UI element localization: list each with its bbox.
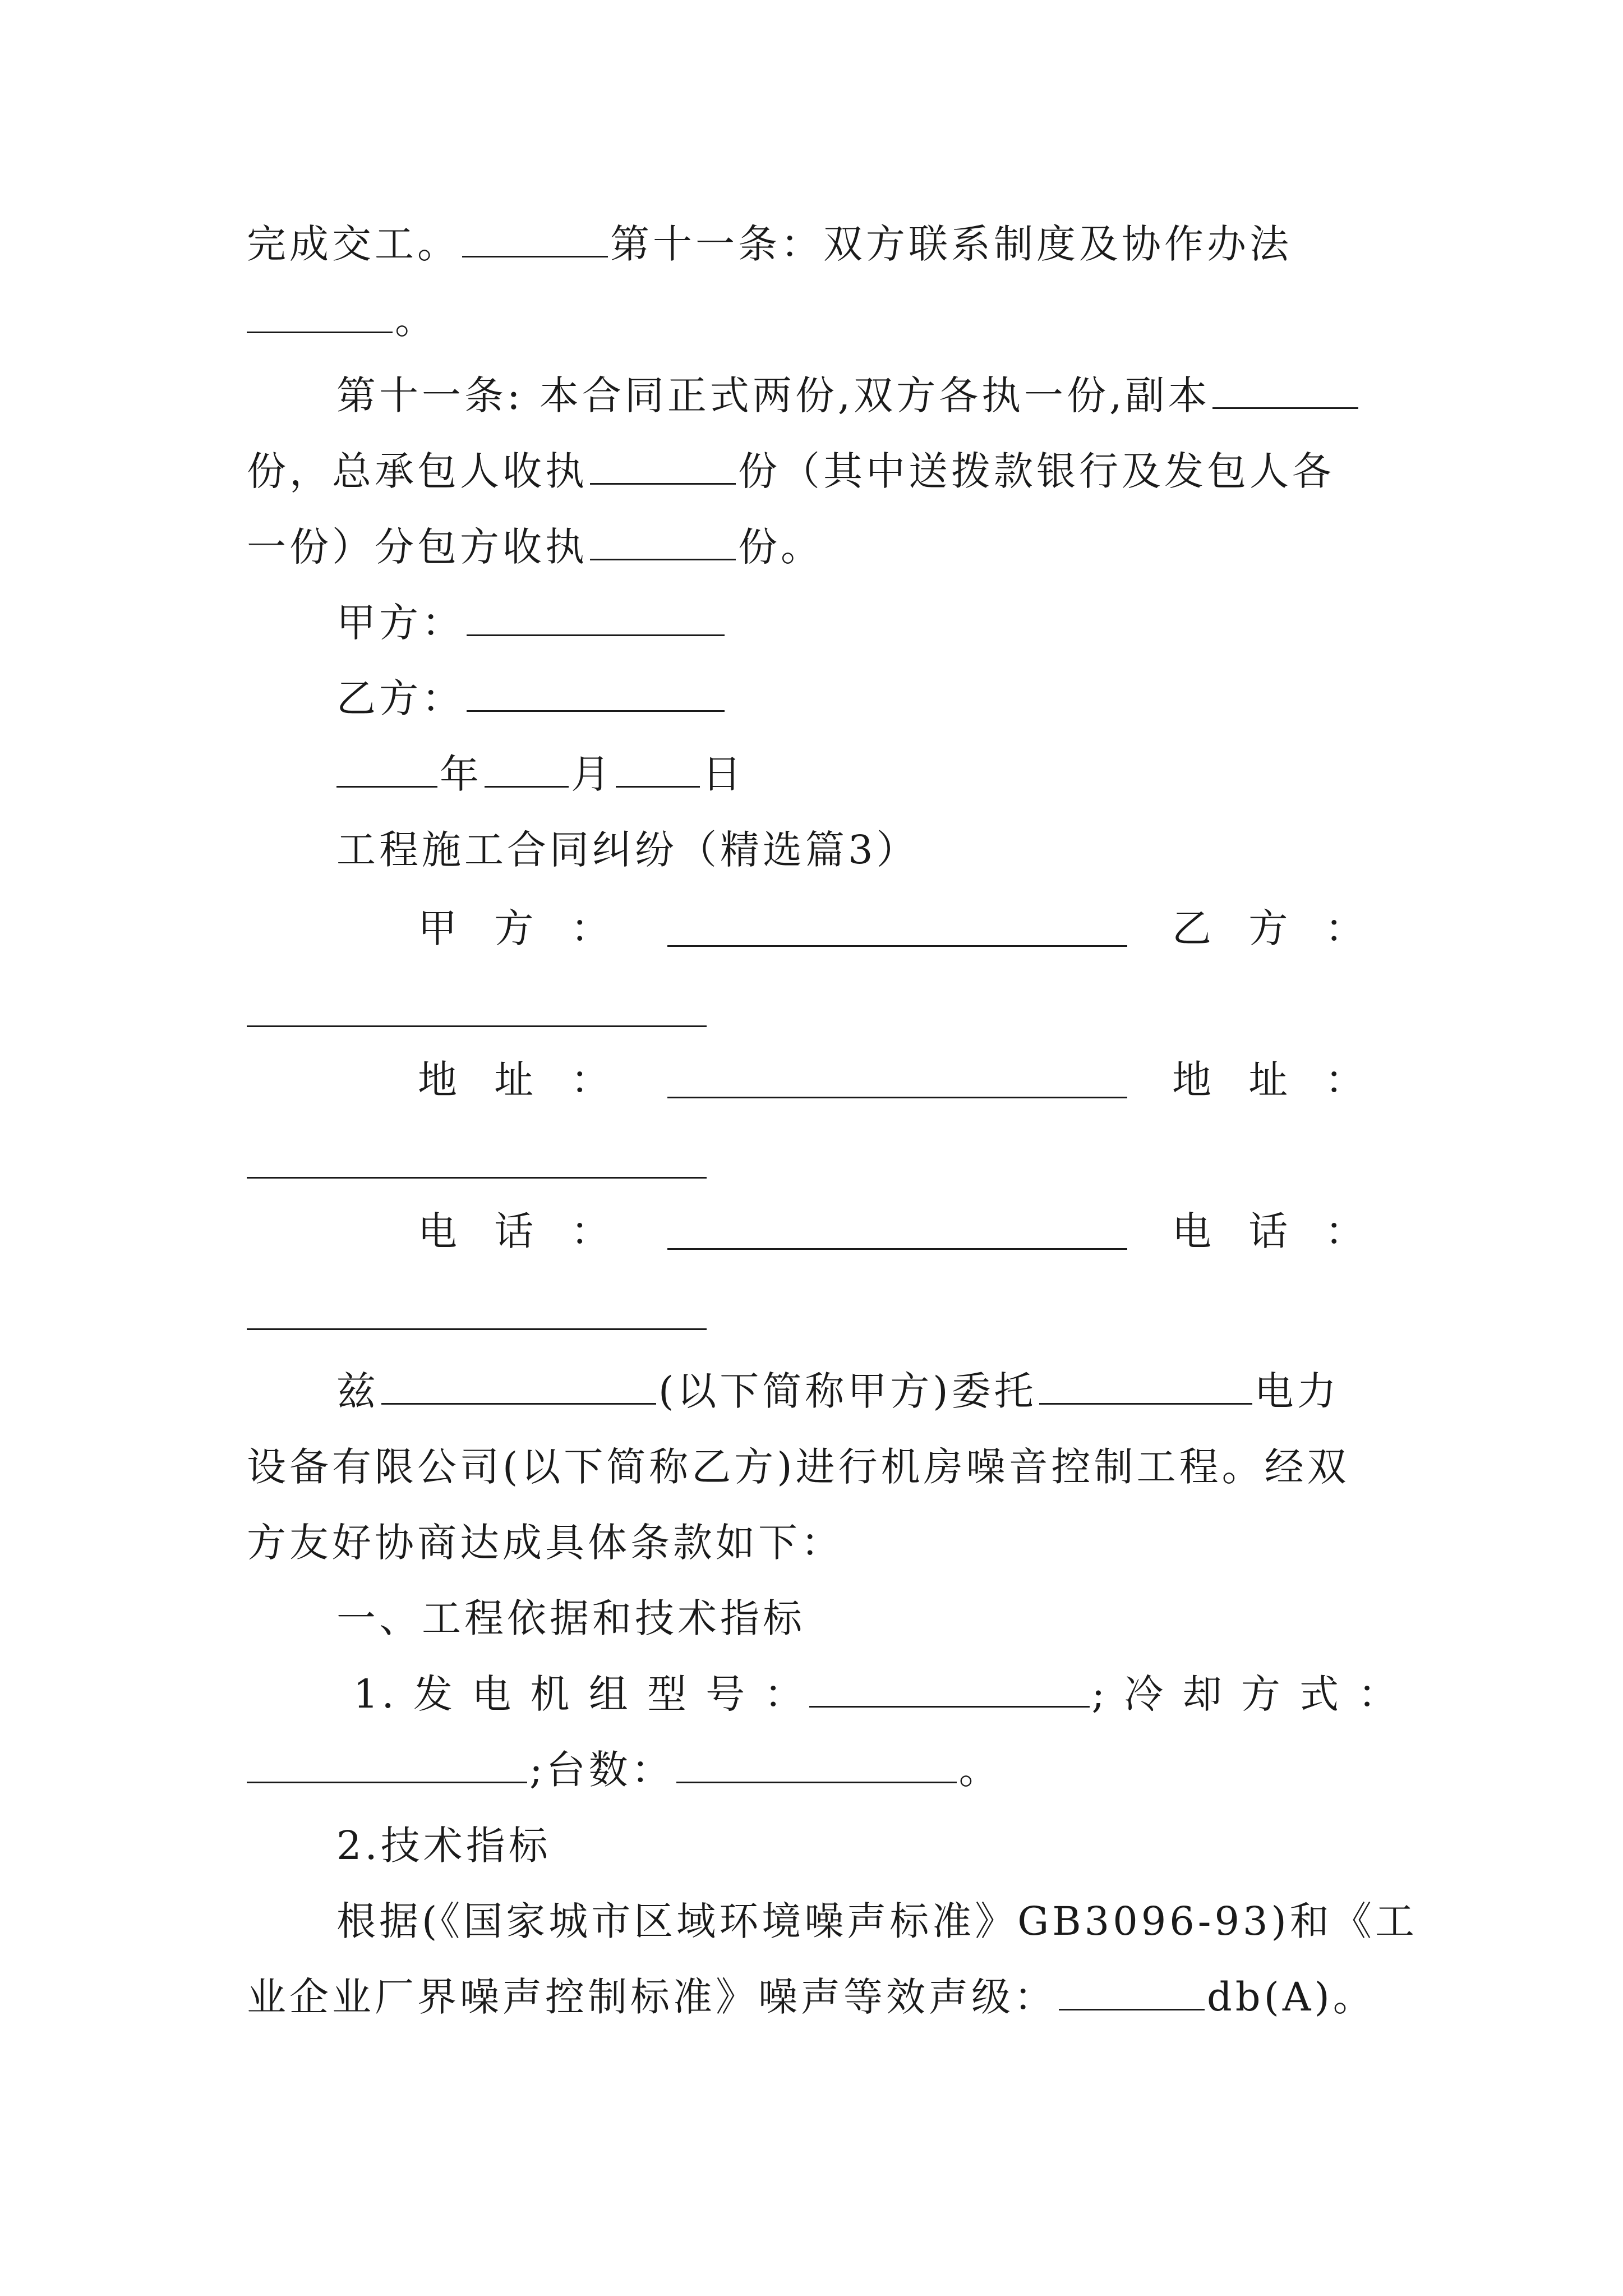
- label-right: 电 话 ：: [1172, 1208, 1377, 1254]
- text-line-15: [247, 1515, 843, 1571]
- blank-field: [590, 524, 736, 560]
- text-line-14: [247, 1439, 1350, 1495]
- blank-field: [467, 675, 725, 712]
- text: 第十一条: [336, 372, 507, 418]
- label-left: 地 址 ：: [418, 1057, 623, 1103]
- section-heading: [336, 822, 919, 878]
- blank-field: [247, 1747, 527, 1783]
- text: 年: [440, 751, 482, 797]
- text: : 本合同正式两份,双方各执一份,副本: [507, 372, 1211, 418]
- text: 工程施工合同纠纷（精选篇3）: [336, 827, 919, 873]
- label-right: 地 址 ：: [1172, 1057, 1377, 1103]
- text: ; 冷 却 方 式 ：: [1091, 1671, 1401, 1717]
- text-line-13: [336, 1363, 1340, 1419]
- date-line: [336, 746, 745, 802]
- text: (以下简称甲方)委托: [658, 1368, 1037, 1414]
- text: 份，总承包人收执: [247, 448, 588, 494]
- text: ;台数：: [529, 1747, 674, 1793]
- text: 业企业厂界噪声控制标准》噪声等效声级：: [247, 1974, 1057, 2020]
- text: 份（其中送拨款银行及发包人各: [738, 448, 1335, 494]
- text-line-20: [336, 1893, 1418, 1949]
- text-line-1: [247, 216, 1292, 272]
- blank-field: [616, 751, 700, 788]
- text: 。: [395, 297, 437, 343]
- text: 电力: [1254, 1368, 1340, 1414]
- text: 份。: [738, 524, 823, 570]
- blank-field: [247, 297, 393, 333]
- label-left: 甲 方 ：: [418, 905, 623, 951]
- text: 第十一条：双方联系制度及协作办法: [610, 221, 1292, 267]
- blank-field: [809, 1671, 1090, 1708]
- blank-field: [590, 448, 736, 485]
- text-line-16: [336, 1590, 805, 1646]
- text: 。: [958, 1747, 1002, 1793]
- blank-field: [676, 1747, 957, 1783]
- blank-field: [467, 600, 725, 636]
- text: 完成交工。: [247, 221, 460, 267]
- text: 方友好协商达成具体条款如下：: [247, 1520, 843, 1566]
- blank-field: [462, 221, 608, 257]
- blank-field: [667, 945, 1127, 947]
- blank-field: [247, 1177, 707, 1179]
- text-line-3: [336, 367, 1361, 424]
- blank-field: [381, 1368, 656, 1405]
- blank-field: [1039, 1368, 1252, 1405]
- text-line-21: [247, 1969, 1376, 2025]
- blank-field: [485, 751, 569, 788]
- party-b-line: [336, 670, 727, 726]
- text: 甲方：: [336, 600, 464, 646]
- text-line-17: [353, 1666, 1400, 1722]
- text-line-5: [247, 519, 823, 575]
- text-line-19: [336, 1818, 551, 1874]
- blank-field: [247, 1328, 707, 1330]
- party-a-line: [336, 595, 727, 651]
- text: 一、工程依据和技术指标: [336, 1595, 805, 1641]
- text: db(A)。: [1207, 1974, 1376, 2020]
- text: 2.技术指标: [336, 1823, 551, 1869]
- text: 乙方：: [336, 675, 464, 721]
- text: 月: [571, 751, 614, 797]
- party-row-2: [0, 1052, 1623, 1108]
- text: 一份）分包方收执: [247, 524, 588, 570]
- blank-field: [247, 1025, 707, 1027]
- text: 1. 发 电 机 组 型 号 ：: [353, 1671, 807, 1717]
- blank-field: [1059, 1974, 1205, 2010]
- label-right: 乙 方 ：: [1172, 905, 1377, 951]
- label-left: 电 话 ：: [418, 1208, 623, 1254]
- blank-field: [336, 751, 437, 788]
- blank-field: [667, 1248, 1127, 1250]
- text: 设备有限公司(以下简称乙方)进行机房噪音控制工程。经双: [247, 1444, 1350, 1490]
- blank-field: [667, 1097, 1127, 1098]
- text: 根据(《国家城市区域环境噪声标准》GB3096-93)和《工: [336, 1898, 1418, 1944]
- text-line-18: [247, 1742, 1002, 1798]
- blank-field: [1212, 372, 1358, 409]
- party-row-1: [0, 900, 1623, 956]
- text: 日: [702, 751, 745, 797]
- party-row-3: [0, 1203, 1623, 1259]
- text: 兹: [336, 1368, 379, 1414]
- text-line-2: [247, 292, 437, 348]
- text-line-4: [247, 443, 1335, 499]
